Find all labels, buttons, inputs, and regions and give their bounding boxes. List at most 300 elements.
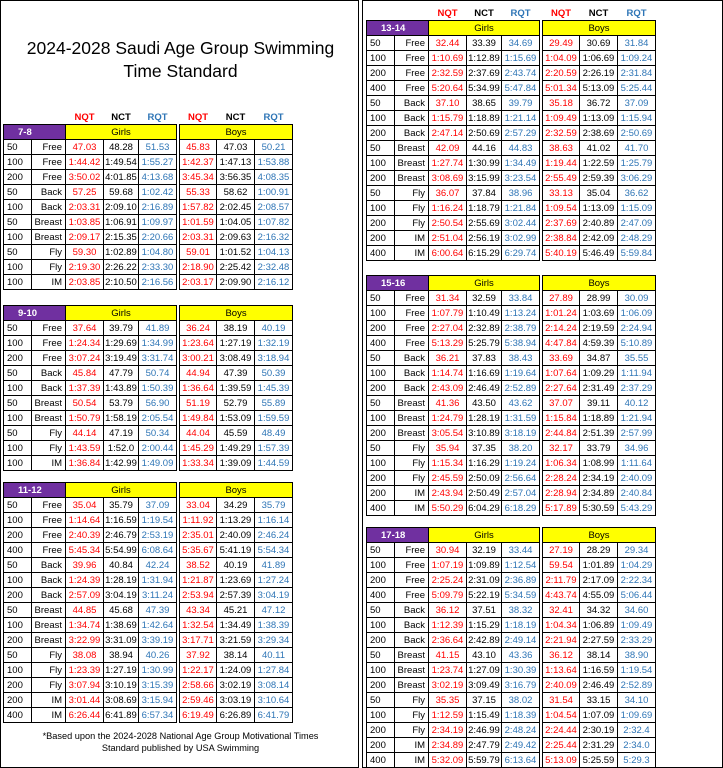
girls-rqt-cell: 2:33.30 — [139, 260, 177, 275]
girls-nct-cell: 38.94 — [104, 648, 139, 663]
table-row — [4, 140, 293, 155]
girls-nqt-cell: 30.94 — [429, 543, 467, 558]
table-row — [367, 558, 656, 573]
girls-rqt-cell: 1:19.64 — [502, 366, 540, 381]
stroke-cell: Free — [32, 351, 66, 366]
girls-nct-cell: 1:28.19 — [468, 412, 500, 424]
girls-nqt-cell: 2:25.24 — [429, 573, 467, 588]
boys-nct-cell: 30.69 — [580, 36, 618, 51]
distance-cell: 400 — [4, 708, 32, 723]
distance-cell: 200 — [4, 351, 32, 366]
girls-nqt-cell: 41.36 — [429, 396, 467, 411]
girls-nct-cell: 6:41.89 — [105, 709, 137, 721]
distance-cell: 200 — [4, 633, 32, 648]
girls-nct-cell: 2:46.49 — [468, 382, 500, 394]
boys-nqt-cell: 1:15.84 — [543, 411, 580, 426]
stroke-cell: Back — [32, 588, 66, 603]
girls-rqt-cell: 38.20 — [502, 441, 540, 456]
stroke-cell: Free — [32, 170, 66, 185]
boys-rqt-cell: 1:19.54 — [618, 663, 656, 678]
boys-nct-cell: 2:42.09 — [580, 231, 618, 246]
girls-rqt-cell: 5:47.84 — [502, 81, 540, 96]
girls-nct-cell: 3:31.09 — [105, 634, 137, 646]
girls-nct-cell: 2:42.89 — [468, 634, 500, 646]
girls-rqt-cell: 2:16.89 — [139, 200, 177, 215]
table-row — [4, 260, 293, 275]
stroke-cell: Fly — [32, 678, 66, 693]
girls-rqt-cell: 37.09 — [139, 498, 177, 513]
girls-nct-cell: 3:10.19 — [105, 679, 137, 691]
group-header-row — [4, 483, 293, 498]
boys-nqt-cell: 2:21.94 — [543, 633, 580, 648]
boys-nqt-header: NQT — [550, 7, 572, 19]
boys-rqt-cell: 2:48.29 — [618, 231, 656, 246]
girls-nct-cell: 1:43.89 — [105, 382, 137, 394]
girls-nct-cell: 3:15.99 — [468, 172, 500, 184]
boys-nqt-cell: 3:45.34 — [180, 170, 217, 185]
girls-rqt-cell: 1:21.84 — [502, 201, 540, 216]
boys-nct-cell: 47.39 — [217, 366, 255, 381]
boys-nqt-cell: 2:40.09 — [543, 678, 580, 693]
distance-cell: 200 — [4, 678, 32, 693]
boys-rqt-cell: 40.19 — [255, 321, 293, 336]
girls-nct-cell: 32.19 — [467, 543, 502, 558]
girls-nct-cell: 2:55.69 — [468, 217, 500, 229]
table-row — [367, 51, 656, 66]
stroke-cell: Breast — [32, 215, 66, 230]
boys-nct-cell: 3:21.59 — [217, 633, 255, 648]
boys-nqt-cell: 4:43.74 — [543, 588, 580, 603]
boys-rqt-cell: 2:32.48 — [255, 260, 293, 275]
stroke-cell: Free — [395, 588, 429, 603]
boys-nct-cell: 1:06.89 — [580, 618, 618, 633]
boys-rqt-cell: 2:46.24 — [255, 528, 293, 543]
boys-rqt-cell: 2:40.84 — [618, 486, 656, 501]
boys-nct-cell: 5:41.19 — [217, 543, 255, 558]
girls-rqt-cell: 1:21.14 — [502, 111, 540, 126]
girls-nqt-cell: 2:09.17 — [66, 230, 104, 245]
girls-nqt-cell: 1:16.24 — [429, 201, 467, 216]
boys-nct-cell: 3:56.35 — [217, 170, 255, 185]
distance-cell: 100 — [367, 663, 395, 678]
stroke-cell: Free — [32, 513, 66, 528]
group-header-row — [367, 21, 656, 36]
girls-label: Girls — [429, 276, 540, 291]
girls-nqt-cell: 1:23.74 — [429, 663, 467, 678]
girls-nct-cell: 1:12.89 — [468, 52, 500, 64]
boys-rqt-cell: 5:29.3 — [618, 753, 656, 768]
boys-rqt-cell: 1:09.69 — [618, 708, 656, 723]
boys-nct-cell: 1:34.49 — [217, 618, 255, 633]
boys-nqt-cell: 1:01.59 — [180, 215, 217, 230]
girls-rqt-cell: 6:08.64 — [139, 543, 177, 558]
girls-rqt-cell: 50.74 — [139, 366, 177, 381]
table-row — [367, 141, 656, 156]
girls-nct-cell: 3:04.19 — [105, 589, 137, 601]
boys-rqt-cell: 48.49 — [255, 426, 293, 441]
girls-nqt-cell: 1:07.79 — [429, 306, 467, 321]
boys-rqt-cell: 34.10 — [618, 693, 656, 708]
stroke-cell: Free — [32, 140, 66, 155]
girls-rqt-cell: 50.34 — [139, 426, 177, 441]
boys-nct-cell: 1:23.69 — [217, 573, 255, 588]
girls-rqt-cell: 43.62 — [502, 396, 540, 411]
boys-nct-cell: 1:27.19 — [217, 336, 255, 351]
boys-nct-cell: 1:06.69 — [580, 51, 618, 66]
boys-rqt-cell: 1:59.59 — [255, 411, 293, 426]
group-header-row — [367, 528, 656, 543]
table-row — [367, 291, 656, 306]
table-row — [4, 336, 293, 351]
boys-nct-cell: 2:09.90 — [217, 275, 255, 290]
table-row — [367, 603, 656, 618]
table-row — [4, 381, 293, 396]
boys-nqt-cell: 2:37.69 — [543, 216, 580, 231]
girls-nqt-cell: 35.04 — [66, 498, 104, 513]
boys-nqt-cell: 37.92 — [180, 648, 217, 663]
girls-rqt-cell: 43.36 — [502, 648, 540, 663]
boys-rqt-cell: 3:04.19 — [255, 588, 293, 603]
boys-rqt-cell: 3:18.94 — [255, 351, 293, 366]
boys-nqt-cell: 2:27.64 — [543, 381, 580, 396]
girls-nct-cell: 40.84 — [104, 558, 139, 573]
boys-nct-cell: 1:47.13 — [217, 155, 255, 170]
boys-label: Boys — [543, 21, 656, 36]
table-age-15-16 — [366, 275, 656, 516]
distance-cell: 200 — [367, 381, 395, 396]
table-row — [367, 351, 656, 366]
distance-cell: 50 — [367, 441, 395, 456]
stroke-cell: Breast — [395, 648, 429, 663]
table-row — [4, 396, 293, 411]
girls-nqt-cell: 38.08 — [66, 648, 104, 663]
girls-rqt-cell: 1:34.99 — [139, 336, 177, 351]
girls-rqt-cell: 34.69 — [502, 36, 540, 51]
boys-nqt-cell: 1:57.82 — [180, 200, 217, 215]
boys-nqt-cell: 2:35.01 — [180, 528, 217, 543]
stroke-cell: Breast — [32, 618, 66, 633]
boys-nct-cell: 33.79 — [580, 441, 618, 456]
girls-rqt-cell: 1:04.80 — [139, 245, 177, 260]
boys-nct-cell: 1:13.09 — [580, 201, 618, 216]
stroke-cell: Fly — [32, 245, 66, 260]
distance-cell: 50 — [4, 366, 32, 381]
table-row — [367, 501, 656, 516]
boys-nct-cell: 2:46.49 — [580, 678, 618, 693]
girls-rqt-cell: 1:55.27 — [139, 155, 177, 170]
girls-rqt-cell: 2:16.56 — [139, 275, 177, 290]
table-row — [367, 231, 656, 246]
stroke-cell: Free — [32, 155, 66, 170]
girls-nqt-cell: 2:03.31 — [66, 200, 104, 215]
girls-nct-cell: 5:54.99 — [105, 544, 137, 556]
girls-rqt-cell: 1:18.39 — [502, 708, 540, 723]
girls-nqt-cell: 1:24.79 — [429, 411, 467, 426]
girls-rqt-cell: 39.79 — [502, 96, 540, 111]
girls-nct-cell: 37.83 — [467, 351, 502, 366]
boys-nqt-cell: 1:23.64 — [180, 336, 217, 351]
stroke-cell: Breast — [395, 426, 429, 441]
table-age-7-8 — [3, 110, 293, 290]
girls-rqt-cell: 3:16.79 — [502, 678, 540, 693]
boys-nct-cell: 2:59.39 — [580, 171, 618, 186]
boys-nqt-cell: 5:13.09 — [543, 753, 580, 768]
stroke-cell: Fly — [32, 441, 66, 456]
girls-nct-cell: 2:37.69 — [468, 67, 500, 79]
distance-cell: 50 — [367, 603, 395, 618]
distance-cell: 200 — [367, 66, 395, 81]
girls-nqt-cell: 1:12.59 — [429, 708, 467, 723]
stroke-cell: Fly — [395, 456, 429, 471]
boys-nqt-cell: 44.94 — [180, 366, 217, 381]
girls-nct-cell: 53.79 — [104, 396, 139, 411]
girls-rqt-cell: 2:20.66 — [139, 230, 177, 245]
stroke-cell: Back — [395, 111, 429, 126]
girls-rqt-cell: 38.96 — [502, 186, 540, 201]
table-row — [367, 126, 656, 141]
girls-nqt-cell: 36.12 — [429, 603, 467, 618]
girls-nct-cell: 5:25.79 — [468, 337, 500, 349]
distance-cell: 100 — [367, 618, 395, 633]
table-row — [367, 648, 656, 663]
boys-label: Boys — [180, 125, 293, 140]
boys-nqt-cell: 1:22.17 — [180, 663, 217, 678]
stroke-cell: IM — [395, 738, 429, 753]
boys-nct-cell: 2:40.09 — [217, 528, 255, 543]
age-group-label: 11-12 — [4, 483, 66, 498]
boys-rqt-cell: 34.60 — [618, 603, 656, 618]
girls-nqt-cell: 2:34.19 — [429, 723, 467, 738]
stroke-cell: Breast — [32, 633, 66, 648]
boys-nqt-cell: 37.07 — [543, 396, 580, 411]
boys-nct-cell: 5:30.59 — [580, 501, 618, 516]
boys-rqt-cell: 2:08.57 — [255, 200, 293, 215]
table-row — [4, 543, 293, 558]
stroke-cell: Fly — [395, 708, 429, 723]
girls-rqt-cell: 1:13.24 — [502, 306, 540, 321]
boys-rqt-cell: 1:09.49 — [618, 618, 656, 633]
table-row — [4, 155, 293, 170]
girls-nqt-cell: 5:45.34 — [66, 543, 104, 558]
girls-nct-header: NCT — [111, 111, 131, 123]
stroke-cell: Fly — [395, 216, 429, 231]
boys-rqt-cell: 2:57.99 — [618, 426, 656, 441]
table-age-11-12 — [3, 482, 293, 723]
girls-nqt-cell: 50.54 — [66, 396, 104, 411]
girls-nct-cell: 1:16.59 — [105, 514, 137, 526]
boys-nqt-cell: 2:55.49 — [543, 171, 580, 186]
girls-nqt-cell: 57.25 — [66, 185, 104, 200]
stroke-cell: IM — [395, 231, 429, 246]
boys-nct-cell: 6:26.89 — [217, 708, 255, 723]
boys-nct-cell: 34.87 — [580, 351, 618, 366]
table-row — [4, 275, 293, 290]
boys-nqt-cell: 1:04.54 — [543, 708, 580, 723]
distance-cell: 50 — [367, 36, 395, 51]
girls-rqt-cell: 2:05.54 — [139, 411, 177, 426]
table-row — [4, 200, 293, 215]
girls-rqt-cell: 3:23.54 — [502, 171, 540, 186]
stroke-cell: Breast — [395, 156, 429, 171]
girls-nqt-cell: 2:03.85 — [66, 275, 104, 290]
girls-nct-cell: 2:10.50 — [105, 276, 137, 288]
boys-nqt-cell: 2:44.84 — [543, 426, 580, 441]
girls-nct-cell: 1:42.99 — [105, 457, 137, 469]
stroke-cell: IM — [32, 275, 66, 290]
stroke-cell: Back — [32, 366, 66, 381]
distance-cell: 50 — [4, 215, 32, 230]
stroke-cell: IM — [395, 486, 429, 501]
girls-nqt-cell: 1:10.69 — [429, 51, 467, 66]
girls-nqt-cell: 44.14 — [66, 426, 104, 441]
girls-nct-cell: 35.79 — [104, 498, 139, 513]
boys-nqt-cell: 2:32.59 — [543, 126, 580, 141]
table-row — [367, 111, 656, 126]
boys-nct-cell: 40.19 — [217, 558, 255, 573]
table-row — [367, 306, 656, 321]
girls-rqt-cell: 1:15.69 — [502, 51, 540, 66]
boys-nct-cell: 1:13.09 — [580, 111, 618, 126]
boys-nqt-cell: 44.04 — [180, 426, 217, 441]
girls-nct-cell: 5:34.99 — [468, 82, 500, 94]
boys-rqt-cell: 35.55 — [618, 351, 656, 366]
boys-nqt-cell: 1:01.24 — [543, 306, 580, 321]
girls-rqt-cell: 3:15.94 — [139, 693, 177, 708]
boys-nct-cell: 4:59.39 — [580, 336, 618, 351]
boys-nct-cell: 2:34.19 — [580, 471, 618, 486]
distance-cell: 100 — [4, 663, 32, 678]
girls-nct-cell: 38.65 — [467, 96, 502, 111]
boys-nct-cell: 2:25.42 — [217, 260, 255, 275]
boys-rqt-cell: 29.34 — [618, 543, 656, 558]
boys-rqt-cell: 1:04.13 — [255, 245, 293, 260]
girls-nct-cell: 1:15.29 — [468, 619, 500, 631]
distance-cell: 100 — [4, 155, 32, 170]
boys-nct-cell: 38.19 — [217, 321, 255, 336]
boys-nct-cell: 35.04 — [580, 186, 618, 201]
girls-rqt-cell: 2:36.89 — [502, 573, 540, 588]
table-row — [367, 543, 656, 558]
girls-rqt-cell: 40.26 — [139, 648, 177, 663]
table-row — [4, 513, 293, 528]
boys-nct-cell: 1:09.29 — [580, 366, 618, 381]
boys-nqt-cell: 59.01 — [180, 245, 217, 260]
boys-rqt-cell: 1:21.94 — [618, 411, 656, 426]
girls-nct-cell: 1:49.54 — [105, 156, 137, 168]
table-row — [367, 426, 656, 441]
boys-nct-cell: 2:57.39 — [217, 588, 255, 603]
boys-nct-cell: 45.59 — [217, 426, 255, 441]
table-row — [367, 81, 656, 96]
girls-nct-cell: 1:58.19 — [105, 412, 137, 424]
girls-nct-cell: 2:56.19 — [468, 232, 500, 244]
boys-nqt-cell: 32.17 — [543, 441, 580, 456]
distance-cell: 100 — [4, 230, 32, 245]
stroke-cell: Back — [395, 96, 429, 111]
girls-nqt-cell: 3:07.24 — [66, 351, 104, 366]
boys-rqt-cell: 1:04.29 — [618, 558, 656, 573]
boys-nct-cell: 2:27.59 — [580, 633, 618, 648]
girls-nqt-cell: 41.15 — [429, 648, 467, 663]
stroke-cell: Free — [395, 51, 429, 66]
table-row — [367, 456, 656, 471]
girls-nqt-cell: 1:24.34 — [66, 336, 104, 351]
stroke-cell: Breast — [395, 411, 429, 426]
table-row — [367, 633, 656, 648]
distance-cell: 200 — [367, 426, 395, 441]
boys-nct-cell: 3:02.19 — [217, 678, 255, 693]
distance-cell: 100 — [4, 336, 32, 351]
stroke-cell: Free — [395, 81, 429, 96]
boys-rqt-cell: 1:25.79 — [618, 156, 656, 171]
boys-rqt-cell: 47.12 — [255, 603, 293, 618]
distance-cell: 50 — [367, 351, 395, 366]
table-row — [367, 618, 656, 633]
table-row — [4, 558, 293, 573]
girls-nct-header: NCT — [474, 7, 494, 19]
table-row — [4, 693, 293, 708]
distance-cell: 200 — [367, 678, 395, 693]
table-row — [4, 633, 293, 648]
boys-rqt-cell: 2:40.09 — [618, 471, 656, 486]
boys-nct-cell: 5:13.09 — [580, 81, 618, 96]
stroke-cell: Breast — [395, 141, 429, 156]
girls-nct-cell: 1:16.29 — [468, 457, 500, 469]
boys-rqt-cell: 2:24.94 — [618, 321, 656, 336]
boys-nct-cell: 3:08.49 — [217, 351, 255, 366]
girls-nct-cell: 2:09.10 — [105, 201, 137, 213]
girls-rqt-cell: 3:02.44 — [502, 216, 540, 231]
boys-nqt-cell: 2:58.66 — [180, 678, 217, 693]
girls-nqt-cell: 2:51.04 — [429, 231, 467, 246]
boys-rqt-cell: 2:32.4 — [618, 723, 656, 738]
group-header-row — [4, 125, 293, 140]
distance-cell: 100 — [367, 456, 395, 471]
girls-nqt-cell: 1:34.74 — [66, 618, 104, 633]
girls-rqt-cell: 3:02.99 — [502, 231, 540, 246]
girls-nqt-cell: 2:57.09 — [66, 588, 104, 603]
boys-nqt-cell: 1:13.64 — [543, 663, 580, 678]
stroke-cell: Free — [395, 573, 429, 588]
girls-nct-cell: 1:15.49 — [468, 709, 500, 721]
table-row — [367, 471, 656, 486]
table-row — [367, 753, 656, 768]
boys-rqt-cell: 3:06.29 — [618, 171, 656, 186]
girls-nqt-cell: 3:07.94 — [66, 678, 104, 693]
distance-cell: 50 — [367, 648, 395, 663]
boys-nct-cell: 38.14 — [580, 648, 618, 663]
girls-nqt-cell: 2:19.30 — [66, 260, 104, 275]
girls-nct-cell: 37.84 — [467, 186, 502, 201]
boys-nqt-cell: 1:11.92 — [180, 513, 217, 528]
boys-nct-cell: 33.15 — [580, 693, 618, 708]
table-row — [4, 573, 293, 588]
boys-rqt-cell: 1:15.09 — [618, 201, 656, 216]
girls-nct-cell: 1:30.99 — [468, 157, 500, 169]
girls-nct-cell: 2:46.99 — [468, 724, 500, 736]
table-row — [367, 246, 656, 261]
boys-nqt-cell: 55.33 — [180, 185, 217, 200]
boys-nqt-cell: 59.54 — [543, 558, 580, 573]
stroke-cell: Free — [395, 543, 429, 558]
boys-rqt-cell: 3:10.64 — [255, 693, 293, 708]
table-row — [4, 170, 293, 185]
title-line-1: 2024-2028 Saudi Age Group Swimming — [26, 38, 335, 58]
distance-cell: 400 — [367, 336, 395, 351]
boys-nct-cell: 52.79 — [217, 396, 255, 411]
header-blank — [395, 6, 429, 21]
stroke-cell: Back — [395, 381, 429, 396]
